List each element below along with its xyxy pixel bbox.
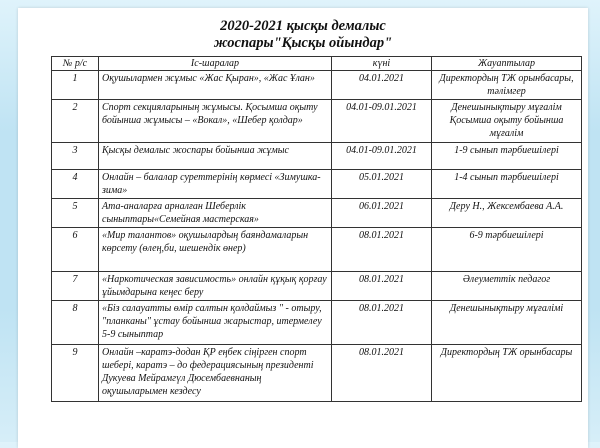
row-date: 08.01.2021	[332, 301, 432, 345]
row-resp: 1-4 сынып тәрбиешілері	[432, 170, 582, 199]
plan-table	[51, 56, 582, 402]
row-num: 9	[52, 345, 99, 402]
row-num: 5	[52, 199, 99, 228]
row-event: Оқушылармен жұмыс «Жас Қыран», «Жас Ұлан»	[99, 71, 332, 100]
title-line-2: жоспары"Қысқы ойындар"	[213, 35, 393, 51]
table-row	[52, 100, 582, 143]
header-event: Іс-шаралар	[99, 57, 332, 71]
row-resp: Денешынықтыру мұғалім Қосымша оқыту бойынша мұғалім	[432, 100, 582, 143]
row-num: 2	[52, 100, 99, 143]
table-row	[52, 228, 582, 272]
row-event: Онлайн – балалар суреттерінің көрмесі «Зимушка-зима»	[99, 170, 332, 199]
row-num: 3	[52, 143, 99, 170]
row-event: «Наркотическая зависимость» онлайн құқық қорғау ұйымдарына кеңес беру	[99, 272, 332, 301]
row-resp: Әлеуметтік педагог	[432, 272, 582, 301]
row-num: 6	[52, 228, 99, 272]
table-row	[52, 143, 582, 170]
row-event: Ата-аналарға арналған Шеберлік сыныптары«Семейная мастерская»	[99, 199, 332, 228]
header-date: күні	[332, 57, 432, 71]
row-num: 8	[52, 301, 99, 345]
row-resp: Директордың ТЖ орынбасары	[432, 345, 582, 402]
title-line-1: 2020-2021 қысқы демалыс	[220, 18, 386, 34]
row-resp: 1-9 сынып тәрбиешілері	[432, 143, 582, 170]
header-resp: Жауаптылар	[432, 57, 582, 71]
row-num: 7	[52, 272, 99, 301]
row-num: 1	[52, 71, 99, 100]
row-event: «Мир талантов» оқушылардың баяндамаларын көрсету (өлең,би, шешендік өнер)	[99, 228, 332, 272]
header-num: № р/с	[52, 57, 99, 71]
table-row	[52, 301, 582, 345]
row-resp: Директордың ТЖ орынбасары, тәлімгер	[432, 71, 582, 100]
row-date: 04.01.2021	[332, 71, 432, 100]
row-event: Онлайн –каратэ-додан ҚР еңбек сіңірген спорт шебері, каратэ – до федерациясының президенті Дукуева Мейрамгүл Дюсембаевнаның оқушыларымен кездесу	[99, 345, 332, 402]
row-date: 08.01.2021	[332, 272, 432, 301]
row-resp: Денешынықтыру мұғалімі	[432, 301, 582, 345]
document-sheet	[18, 8, 588, 448]
row-date: 04.01-09.01.2021	[332, 100, 432, 143]
row-resp: 6-9 тәрбиешілері	[432, 228, 582, 272]
row-date: 06.01.2021	[332, 199, 432, 228]
table-row	[52, 345, 582, 402]
table-row	[52, 170, 582, 199]
row-num: 4	[52, 170, 99, 199]
page-title	[18, 18, 588, 52]
table-row	[52, 272, 582, 301]
row-event: Спорт секцияларының жұмысы. Қосымша оқыту бойынша жұмысы – «Вокал», «Шебер қолдар»	[99, 100, 332, 143]
row-event: «Біз салауатты өмір салтын қолдаймыз " - отыру, "планканы" ұстау бойынша жарыстар, итермелеу 5-9 сыныптар	[99, 301, 332, 345]
table-row	[52, 71, 582, 100]
row-event: Қысқы демалыс жоспары бойынша жұмыс	[99, 143, 332, 170]
table-row	[52, 199, 582, 228]
table-header-row	[52, 57, 582, 71]
row-date: 04.01-09.01.2021	[332, 143, 432, 170]
row-date: 08.01.2021	[332, 228, 432, 272]
row-date: 05.01.2021	[332, 170, 432, 199]
row-date: 08.01.2021	[332, 345, 432, 402]
row-resp: Деpу Н., Жексембаева А.А.	[432, 199, 582, 228]
